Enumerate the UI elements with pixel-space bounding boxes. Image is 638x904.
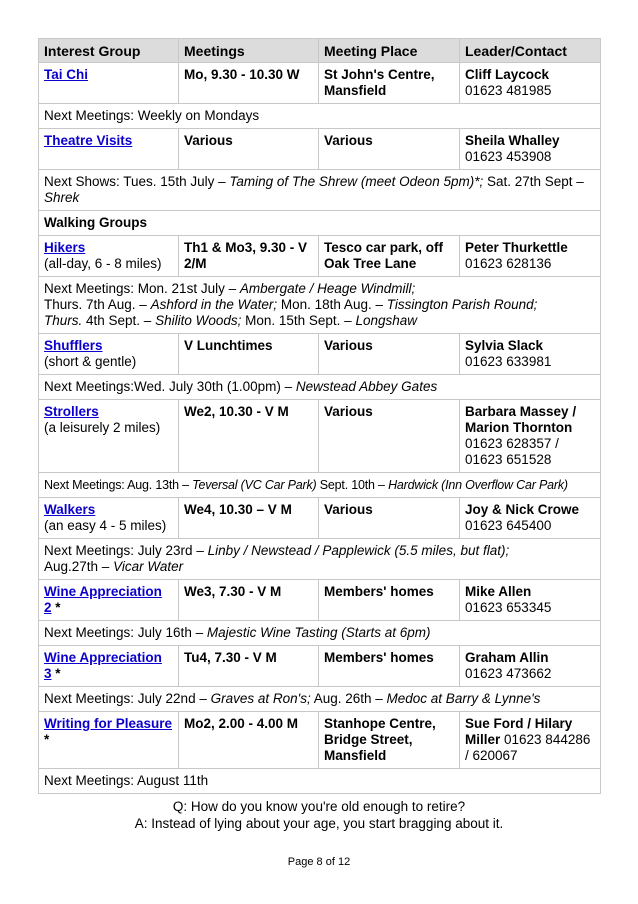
contact-cell <box>460 129 601 170</box>
next-text: Next Meetings: July 23rd – <box>44 543 208 558</box>
next-meetings-row <box>39 277 601 334</box>
group-cell <box>39 334 179 375</box>
next-text: Mon. 18th Aug. – <box>277 297 387 312</box>
next-meetings-row <box>39 473 601 498</box>
meetings-cell: Mo2, 2.00 - 4.00 M <box>179 712 319 769</box>
next-text: Next Meetings: Aug. 13th – <box>44 478 193 492</box>
page-number: Page 8 of 12 <box>287 856 351 868</box>
next-text-italic: Graves at Ron's; <box>210 691 311 706</box>
group-link-wine-appreciation-2[interactable]: Wine Appreciation 2 <box>44 584 162 615</box>
contact-name: Mike Allen <box>465 584 532 599</box>
place-cell: Various <box>319 334 460 375</box>
header-leader-contact: Leader/Contact <box>460 39 601 63</box>
contact-name: Cliff Laycock <box>465 67 550 82</box>
contact-phone: 01623 633981 <box>465 354 552 369</box>
next-text-italic: Teversal (VC Car Park) <box>192 478 317 492</box>
next-meetings-text: Next Meetings: Weekly on Mondays <box>39 104 601 129</box>
place-cell: St John's Centre, Mansfield <box>319 63 460 104</box>
contact-cell <box>460 236 601 277</box>
group-cell <box>39 498 179 539</box>
contact-phone: 01623 453908 <box>465 149 552 164</box>
next-meetings-row <box>39 687 601 712</box>
meetings-cell: Mo, 9.30 - 10.30 W <box>179 63 319 104</box>
meetings-cell: We4, 10.30 – V M <box>179 498 319 539</box>
contact-name: Graham Allin <box>465 650 549 665</box>
meetings-cell: We3, 7.30 - V M <box>179 580 319 621</box>
contact-cell <box>460 63 601 104</box>
group-cell <box>39 129 179 170</box>
joke-answer: A: Instead of lying about your age, you start bragging about it. <box>134 816 504 831</box>
contact-name: Joy & Nick Crowe <box>465 502 580 517</box>
contact-cell <box>460 646 601 687</box>
next-text: Mon. 15th Sept. – <box>241 313 356 328</box>
next-text: Thurs. 7th Aug. – <box>44 297 151 312</box>
header-meeting-place: Meeting Place <box>319 39 460 63</box>
place-cell: Tesco car park, off Oak Tree Lane <box>319 236 460 277</box>
contact-phone: 01623 473662 <box>465 666 552 681</box>
next-text-italic: Newstead Abbey Gates <box>295 379 438 394</box>
group-link-wine-appreciation-3[interactable]: Wine Appreciation 3 <box>44 650 162 681</box>
meetings-cell: We2, 10.30 - V M <box>179 400 319 473</box>
next-text-italic: Ashford in the Water; <box>150 297 278 312</box>
group-cell <box>39 400 179 473</box>
next-meetings-text <box>39 539 601 580</box>
table-row <box>39 646 601 687</box>
group-subtitle: (all-day, 6 - 8 miles) <box>44 256 162 271</box>
place-cell: Members' homes <box>319 646 460 687</box>
table-row <box>39 236 601 277</box>
next-meetings-text <box>39 473 601 498</box>
next-text-italic: Thurs. <box>44 313 83 328</box>
next-meetings-text: Next Meetings: August 11th <box>39 769 601 794</box>
table-row <box>39 129 601 170</box>
contact-phone: 01623 653345 <box>465 600 552 615</box>
group-subtitle: (a leisurely 2 miles) <box>44 420 161 435</box>
next-text: Next Meetings:Wed. July 30th (1.00pm) – <box>44 379 296 394</box>
next-text: Aug.27th – <box>44 559 114 574</box>
next-text-italic: Taming of The Shrew (meet Odeon 5pm)*; <box>229 174 484 189</box>
next-text-italic: Hardwick (Inn Overflow Car Park) <box>388 478 568 492</box>
next-shows-text <box>39 170 601 211</box>
group-cell <box>39 580 179 621</box>
table-row <box>39 580 601 621</box>
contact-name: Sue Ford / Hilary Miller <box>465 716 573 747</box>
asterisk: * <box>51 666 61 681</box>
next-text-italic: Ambergate / Heage Windmill; <box>239 281 416 296</box>
next-text-italic: Shilito Woods; <box>155 313 242 328</box>
group-link-shufflers[interactable]: Shufflers <box>44 338 103 353</box>
next-meetings-text <box>39 375 601 400</box>
next-text: Next Meetings: July 16th – <box>44 625 207 640</box>
next-meetings-row <box>39 375 601 400</box>
contact-phone: 01623 844286 / 620067 <box>465 732 591 763</box>
contact-cell <box>460 712 601 769</box>
group-cell <box>39 646 179 687</box>
contact-name: Peter Thurkettle <box>465 240 568 255</box>
section-title-walking-groups: Walking Groups <box>39 211 601 236</box>
group-link-theatre-visits[interactable]: Theatre Visits <box>44 133 133 148</box>
place-cell: Various <box>319 129 460 170</box>
place-cell: Various <box>319 498 460 539</box>
next-meetings-text <box>39 277 601 334</box>
group-link-hikers[interactable]: Hikers <box>44 240 86 255</box>
table-row <box>39 334 601 375</box>
table-row <box>39 712 601 769</box>
contact-phone: 01623 628136 <box>465 256 552 271</box>
group-subtitle: (an easy 4 - 5 miles) <box>44 518 167 533</box>
group-cell <box>39 63 179 104</box>
next-text-italic: Linby / Newstead / Papplewick (5.5 miles, but flat); <box>207 543 510 558</box>
next-text: Next Meetings: July 22nd – <box>44 691 211 706</box>
group-subtitle: (short & gentle) <box>44 354 137 369</box>
next-text-italic: Vicar Water <box>113 559 184 574</box>
meetings-cell: Tu4, 7.30 - V M <box>179 646 319 687</box>
group-link-walkers[interactable]: Walkers <box>44 502 96 517</box>
group-link-strollers[interactable]: Strollers <box>44 404 99 419</box>
table-row <box>39 400 601 473</box>
next-text: Sat. 27th Sept – <box>483 174 584 189</box>
contact-name: Sylvia Slack <box>465 338 544 353</box>
joke <box>0 798 638 832</box>
place-cell: Members' homes <box>319 580 460 621</box>
header-meetings: Meetings <box>179 39 319 63</box>
next-meetings-row <box>39 621 601 646</box>
section-row <box>39 211 601 236</box>
next-text-italic: Shrek <box>44 190 80 205</box>
meetings-cell: Various <box>179 129 319 170</box>
table-header-row <box>39 39 601 63</box>
next-text: Next Shows: Tues. 15th July – <box>44 174 230 189</box>
contact-cell <box>460 334 601 375</box>
group-cell <box>39 712 179 769</box>
next-text-italic: Majestic Wine Tasting (Starts at 6pm) <box>206 625 431 640</box>
next-text-italic: Tissington Parish Round; <box>386 297 538 312</box>
group-cell <box>39 236 179 277</box>
next-text-italic: Medoc at Barry & Lynne's <box>386 691 541 706</box>
next-meetings-row <box>39 539 601 580</box>
meetings-cell: Th1 & Mo3, 9.30 - V 2/M <box>179 236 319 277</box>
joke-question: Q: How do you know you're old enough to retire? <box>172 799 466 814</box>
table-row <box>39 63 601 104</box>
contact-cell <box>460 498 601 539</box>
next-meetings-row <box>39 104 601 129</box>
next-meetings-text <box>39 621 601 646</box>
place-cell: Various <box>319 400 460 473</box>
next-text: Sept. 10th – <box>316 478 389 492</box>
next-meetings-row <box>39 769 601 794</box>
next-meetings-text <box>39 687 601 712</box>
contact-phone: 01623 645400 <box>465 518 552 533</box>
next-text-italic: Longshaw <box>355 313 418 328</box>
next-text: Next Meetings: Mon. 21st July – <box>44 281 240 296</box>
group-link-writing-for-pleasure[interactable]: Writing for Pleasure <box>44 716 173 731</box>
contact-cell <box>460 400 601 473</box>
asterisk: * <box>44 732 50 747</box>
place-cell: Stanhope Centre, Bridge Street, Mansfield <box>319 712 460 769</box>
header-interest-group: Interest Group <box>39 39 179 63</box>
table-row <box>39 498 601 539</box>
next-text: 4th Sept. – <box>82 313 156 328</box>
contact-phone: 01623 628357 / 01623 651528 <box>465 436 559 467</box>
meetings-cell: V Lunchtimes <box>179 334 319 375</box>
contact-phone: 01623 481985 <box>465 83 552 98</box>
next-meetings-row <box>39 170 601 211</box>
next-text: Aug. 26th – <box>310 691 387 706</box>
interest-groups-table <box>38 38 601 794</box>
contact-name: Sheila Whalley <box>465 133 560 148</box>
contact-cell <box>460 580 601 621</box>
asterisk: * <box>51 600 61 615</box>
contact-name: Barbara Massey / Marion Thornton <box>465 404 577 435</box>
group-link-tai-chi[interactable]: Tai Chi <box>44 67 89 82</box>
